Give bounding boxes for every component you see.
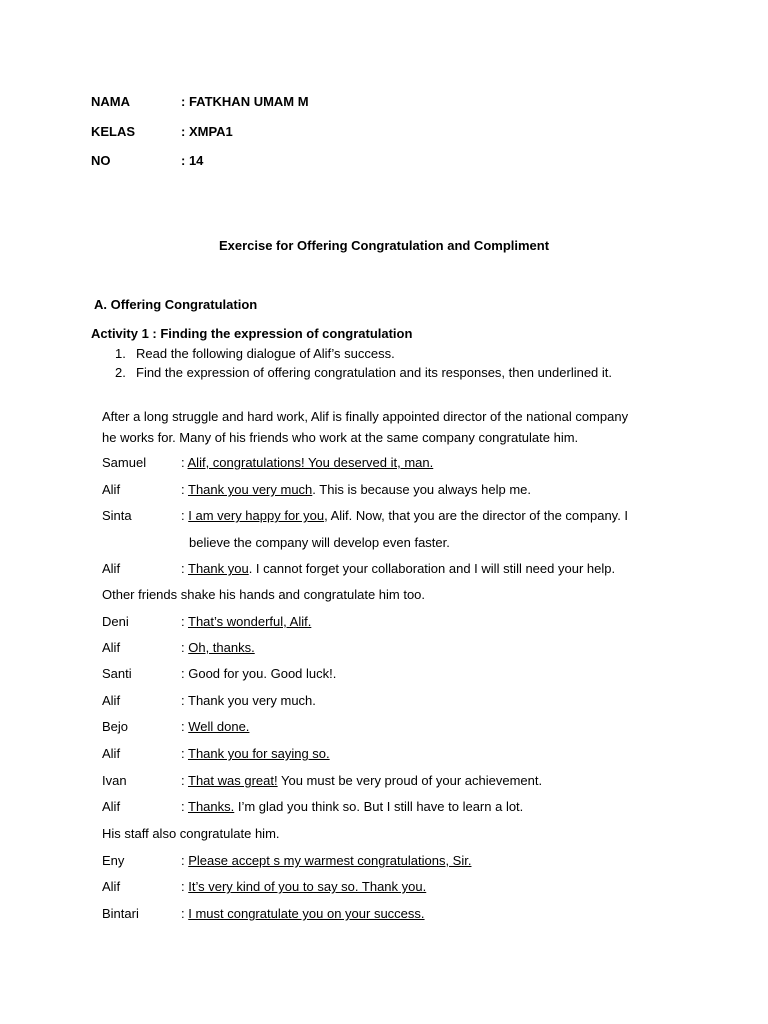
- speaker-name: Eny: [102, 853, 125, 868]
- speaker-name: Sinta: [102, 508, 132, 523]
- dialogue-line: : Good for you. Good luck!.: [181, 666, 337, 681]
- dialogue-line: : Oh, thanks.: [181, 640, 255, 655]
- section-heading: A. Offering Congratulation: [94, 297, 258, 312]
- speaker-name: Alif: [102, 561, 121, 576]
- dialogue-continuation: believe the company will develop even faster.: [189, 535, 450, 550]
- activity-heading: Activity 1 : Finding the expression of congratulation: [91, 326, 413, 341]
- underlined-expression: I am very happy for you: [188, 508, 325, 523]
- speaker-name: Santi: [102, 666, 132, 681]
- no-label: NO: [91, 153, 111, 168]
- underlined-expression: That’s wonderful, Alif.: [188, 614, 312, 629]
- speaker-name: Ivan: [102, 773, 127, 788]
- dialogue-line: : Thanks. I’m glad you think so. But I still have to learn a lot.: [181, 799, 524, 814]
- instruction-text: Read the following dialogue of Alif’s success.: [136, 346, 395, 361]
- kelas-value: : XMPA1: [181, 124, 233, 139]
- nama-label: NAMA: [91, 94, 130, 109]
- speaker-name: Alif: [102, 640, 121, 655]
- underlined-expression: Please accept s my warmest congratulations, Sir.: [188, 853, 472, 868]
- underlined-expression: Thank you for saying so.: [188, 746, 330, 761]
- underlined-expression: That was great!: [188, 773, 278, 788]
- dialogue-line: : It’s very kind of you to say so. Thank you.: [181, 879, 427, 894]
- speaker-name: Deni: [102, 614, 129, 629]
- dialogue-line: : Thank you very much. This is because you always help me.: [181, 482, 531, 497]
- underlined-expression: It’s very kind of you to say so. Thank you.: [188, 879, 427, 894]
- underlined-expression: Thank you very much: [188, 482, 313, 497]
- dialogue-line: : Well done.: [181, 719, 250, 734]
- intro-line: he works for. Many of his friends who work at the same company congratulate him.: [102, 430, 579, 445]
- speaker-name: Alif: [102, 746, 121, 761]
- instruction-text: Find the expression of offering congratulation and its responses, then underlined it.: [136, 365, 613, 380]
- dialogue-line: : Thank you very much.: [181, 693, 316, 708]
- underlined-expression: Thank you: [188, 561, 249, 576]
- dialogue-line: : That was great! You must be very proud of your achievement.: [181, 773, 543, 788]
- dialogue-line: : Thank you for saying so.: [181, 746, 330, 761]
- speaker-name: Alif: [102, 693, 121, 708]
- dialogue-line: : Please accept s my warmest congratulations, Sir.: [181, 853, 472, 868]
- instruction-number: 2.: [115, 365, 126, 380]
- nama-value: : FATKHAN UMAM M: [181, 94, 309, 109]
- no-value: : 14: [181, 153, 204, 168]
- speaker-name: Samuel: [102, 455, 147, 470]
- dialogue-line: : Thank you. I cannot forget your collaboration and I will still need your help.: [181, 561, 616, 576]
- dialogue-line: : That’s wonderful, Alif.: [181, 614, 312, 629]
- instruction-number: 1.: [115, 346, 126, 361]
- underlined-expression: Alif, congratulations! You deserved it, man.: [187, 455, 434, 470]
- speaker-name: Bejo: [102, 719, 129, 734]
- kelas-label: KELAS: [91, 124, 136, 139]
- underlined-expression: I must congratulate you on your success.: [188, 906, 425, 921]
- speaker-name: Alif: [102, 799, 121, 814]
- intro-line: After a long struggle and hard work, Alif is finally appointed director of the national company: [102, 409, 629, 424]
- underlined-expression: Thanks.: [188, 799, 235, 814]
- dialogue-line: : I am very happy for you, Alif. Now, that you are the director of the company. I: [181, 508, 629, 523]
- speaker-name: Alif: [102, 879, 121, 894]
- underlined-expression: Well done.: [188, 719, 250, 734]
- dialogue-line: : I must congratulate you on your success.: [181, 906, 425, 921]
- underlined-expression: Oh, thanks.: [188, 640, 255, 655]
- speaker-name: Alif: [102, 482, 121, 497]
- page-title: Exercise for Offering Congratulation and Compliment: [218, 238, 550, 253]
- speaker-name: Bintari: [102, 906, 139, 921]
- narration: His staff also congratulate him.: [102, 826, 280, 841]
- narration: Other friends shake his hands and congratulate him too.: [102, 587, 426, 602]
- dialogue-line: : Alif, congratulations! You deserved it, man.: [181, 455, 434, 470]
